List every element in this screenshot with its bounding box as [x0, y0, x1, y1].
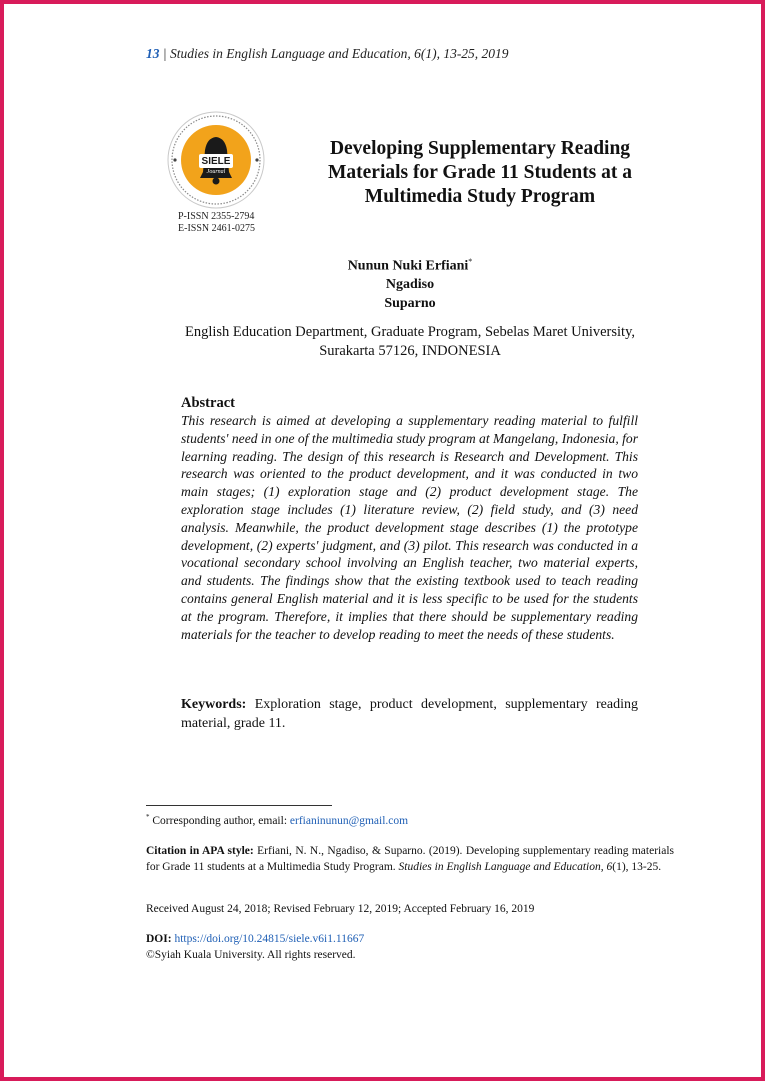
title-line-1: Developing Supplementary Reading	[329, 138, 631, 159]
doi-link[interactable]: https://doi.org/10.24815/siele.v6i1.11667	[174, 933, 365, 945]
author-email-link[interactable]: erfianinunun@gmail.com	[289, 814, 409, 827]
author-1-mark: *	[468, 257, 473, 266]
page-number: 13	[146, 46, 160, 61]
logo-badge-text: SIELE	[201, 156, 231, 167]
citation-label: Citation in APA style:	[146, 845, 254, 857]
keywords	[181, 695, 638, 733]
apa-citation	[146, 843, 674, 875]
abstract-body: This research is aimed at developing a supplementary reading material to fulfill students' need in one of the multimedia study program at Mangelang, Indonesia, for learning reading. The design of this research is Research and Development. This research was oriented to the product development, and it was conducted in two main stages; (1) exploration stage and (2) product development stage. The exploration stage includes (1) literature review, (2) field study, and (3) need analysis. Meanwhile, the product development stage describes (1) the prototype development, (2) experts' judgment, and (3) pilot. This research was conducted in a vocational secondary school involving an English teacher, two material experts, and students. The findings show that the existing textbook used to teach reading contains general English material and it is less specific to be used for the students at the program. Therefore, it implies that there should be supplementary reading materials for the teacher to develop reading to meet the needs of these students.	[181, 413, 638, 642]
keywords-text: Exploration stage, product development, supplementary reading material, grade 11.	[181, 697, 638, 731]
title-line-2: Materials for Grade 11 Students at a	[327, 162, 633, 183]
doi-block	[146, 931, 364, 963]
issn-block	[178, 211, 255, 235]
affiliation-line-2: Surakarta 57126, INDONESIA	[319, 343, 501, 359]
author-1-name: Nunun Nuki Erfiani	[347, 258, 469, 274]
affiliation	[140, 323, 680, 361]
corresponding-author-footnote	[146, 813, 408, 827]
author-2: Ngadiso	[385, 277, 435, 293]
footnote-mark: *	[146, 813, 150, 821]
footnote-divider	[146, 805, 332, 806]
submission-history: Received August 24, 2018; Revised February 12, 2019; Accepted February 16, 2019	[146, 903, 535, 915]
copyright-notice: ©Syiah Kuala University. All rights reserved.	[146, 949, 356, 961]
electronic-issn: E-ISSN 2461-0275	[178, 223, 255, 234]
doi-label: DOI:	[146, 933, 172, 945]
footnote-label: Corresponding author, email:	[149, 814, 290, 827]
citation-issue: (1), 13-25.	[612, 861, 662, 873]
siele-journal-logo	[166, 110, 266, 210]
author-list	[260, 253, 560, 313]
journal-reference: | Studies in English Language and Education, 6(1), 13-25, 2019	[159, 46, 509, 61]
print-issn: P-ISSN 2355-2794	[178, 211, 255, 222]
author-3: Suparno	[384, 295, 436, 311]
citation-journal: Studies in English Language and Education, 6	[398, 861, 613, 873]
author-1	[260, 253, 560, 276]
abstract-heading: Abstract	[181, 395, 235, 411]
title-line-3: Multimedia Study Program	[364, 186, 596, 207]
article-title	[300, 137, 660, 209]
running-header	[146, 46, 509, 62]
citation-text: Erfiani, N. N., Ngadiso, & Suparno. (2019). Developing supplementary reading materials for Grade 11 students at a Multimedia Study Program.	[146, 845, 674, 873]
affiliation-line-1: English Education Department, Graduate Program, Sebelas Maret University,	[184, 324, 636, 340]
logo-badge-subtext: Journal	[206, 169, 226, 175]
keywords-label: Keywords:	[181, 697, 247, 712]
